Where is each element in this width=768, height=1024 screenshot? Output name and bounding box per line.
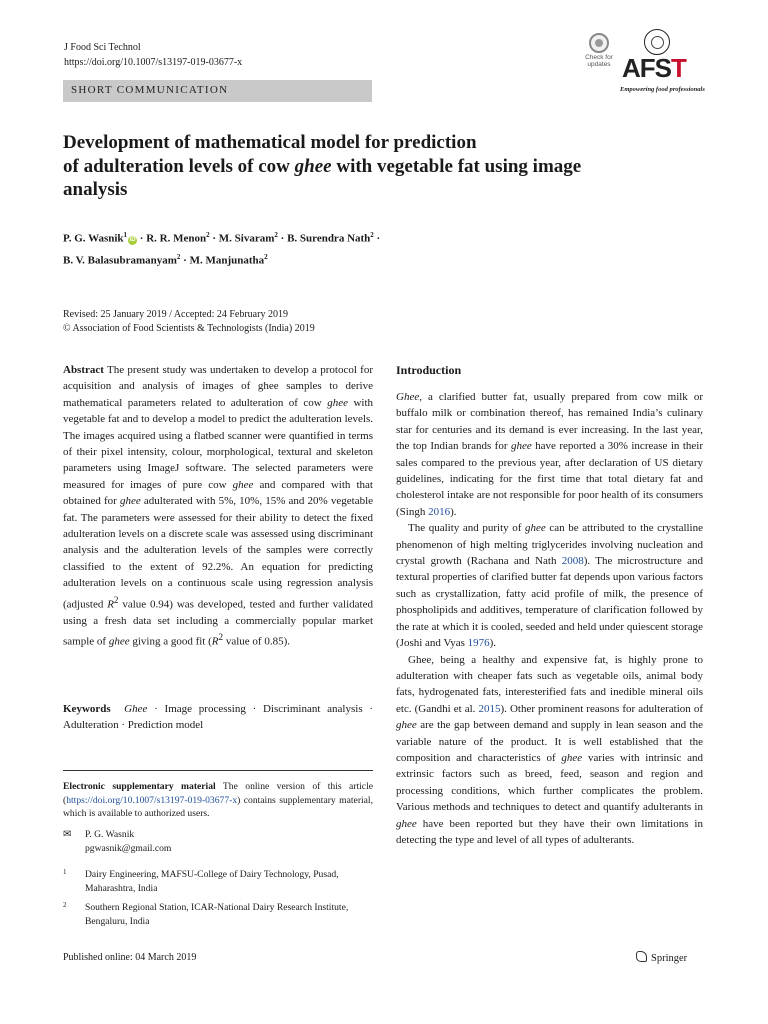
paragraph: Ghee, being a healthy and expensive fat, is highly prone to adulteration with cheaper fats such as vegetable oils, animal body fats, hydrogenated fats, interesterified fats and inedible mineral oils etc. (Gandhi et al. 2015). Other prominent reasons for adulteration of ghee are the gap between demand and supply in lean season and the variable nature of the product. It is well established that the composition and characteristics of ghee varies with intrinsic and extrinsic factors such as breed, feed, season and region and processing conditions, which further complicates the problem. Various methods and techniques to detect and quantify adulterants in ghee have been reported but they have their own limitations in detecting the type and level of all types of adulterants. (396, 653, 703, 846)
corresponding-author (63, 828, 373, 855)
section-label: SHORT COMMUNICATION (71, 84, 229, 96)
introduction-heading: Introduction (396, 363, 462, 377)
contact-email[interactable]: pgwasnik@gmail.com (85, 842, 172, 854)
check-updates-icon (589, 33, 609, 53)
affiliation-1: 1 Dairy Engineering, MAFSU-College of Dairy Technology, Pusad, Maharashtra, India (63, 868, 339, 894)
publication-dates: Revised: 25 January 2019 / Accepted: 24 February 2019 © Association of Food Scientists & Technologists (India) 2019 (63, 309, 315, 334)
afst-emblem-icon (644, 29, 670, 55)
citation-link[interactable]: 2016 (428, 505, 451, 518)
author-list: P. G. Wasnik$^1$iD · R. R. Menon$^2$ · M. Sivaram$^2$ · B. Surendra Nath$^2$ · B. V. Balasubramanyam$^2$ · M. Manjunatha$^2$ (63, 231, 381, 267)
afst-logo (620, 29, 705, 99)
author-name[interactable]: M. Manjunatha (189, 254, 265, 267)
paper-title: Development of mathematical model for prediction of adulteration levels of cow ghee with vegetable fat using image analysis (63, 132, 582, 200)
keywords-label: Keywords (63, 703, 111, 715)
springer-logo: Springer (636, 951, 687, 964)
citation-link[interactable]: 1976 (467, 637, 490, 650)
supplementary-note: Electronic supplementary material The online version of this article (https://doi.org/10.1007/s13197-019-03677-x) contains supplementary material, which is available to authorized users. (63, 781, 373, 819)
author-name[interactable]: B. Surendra Nath (287, 232, 371, 245)
author-name[interactable]: P. G. Wasnik (63, 232, 124, 245)
introduction-body (396, 389, 703, 848)
citation-link[interactable]: 2008 (561, 555, 584, 568)
abstract: Abstract The present study was undertaken to develop a protocol for acquisition and analysis of images of ghee samples to derive mathematical parameters related to adulteration of cow ghee with vegetable fat and to develop a model to predict the adulteration levels. The images acquired using a flatbed scanner were quantified in terms of their pixel intensity, colour, morphological, textural and skeleton parameters using ImageJ software. The selected parameters were measured for images of pure cow ghee and compared with that obtained for ghee adulterated with 5%, 10%, 15% and 20% vegetable fat. The parameters were assessed for their ability to detect the fixed adulteration levels on a discrete scale was assessed using discriminant analysis and the adulteration levels of the samples were correctly classified to the extent of 92.2%. An equation for predicting adulteration levels on a continuous scale using regression analysis (adjusted $R^2$ value 0.94) was developed, tested and further validated using a fresh data set including a commercially popular market sample of ghee giving a good fit ($R^2$ value of 0.85). (63, 364, 374, 648)
check-for-updates-badge[interactable] (581, 33, 617, 73)
envelope-icon: ✉ (63, 829, 72, 840)
journal-name: J Food Sci Technol (64, 42, 141, 53)
check-updates-label: Check for updates (585, 54, 613, 68)
contact-name: P. G. Wasnik (85, 829, 135, 840)
journal-header (64, 41, 242, 70)
springer-horse-icon (636, 951, 647, 962)
abstract-label: Abstract (63, 364, 104, 376)
paragraph: Ghee, a clarified butter fat, usually prepared from cow milk or buffalo milk or combination thereof, has remained India’s culinary star for centuries and its demand is ever increasing. In the last year, the top Indian brands for ghee have reported a 30% increase in their sales compared to the previous year, after declaration of US dietary guidelines, indicating for the first time that total dietary fat and cholesterol intake are not responsible for poor health of its consumers (Singh 2016). (396, 391, 703, 518)
orcid-icon[interactable]: iD (129, 236, 136, 243)
footnote-divider (63, 770, 373, 771)
author-name[interactable]: R. R. Menon (146, 232, 207, 245)
keywords: Keywords Ghee · Image processing · Discriminant analysis · Adulteration · Prediction model (63, 703, 374, 732)
paragraph: The quality and purity of ghee can be attributed to the crystalline phenomenon of high melting triglycerides involving nucleation and crystal growth (Rachana and Nath 2008). The microstructure and textural properties of clarified butter fat depends upon various factors such as crystallization, fatty acid profile of milk, the presence of phospholipids and additives, temperature of clarification followed by the rate at which it is cooled, seeded and held under quiescent storage (Joshi and Vyas 1976). (396, 522, 703, 650)
affiliation-2: 2 Southern Regional Station, ICAR-National Dairy Research Institute, Bengaluru, India (63, 901, 349, 927)
section-banner (63, 80, 372, 102)
citation-link[interactable]: 2015 (478, 702, 501, 715)
doi-link[interactable]: https://doi.org/10.1007/s13197-019-03677-x (64, 56, 243, 68)
author-name[interactable]: M. Sivaram (218, 232, 275, 245)
afst-logo-text: AFST (622, 53, 686, 83)
published-online: Published online: 04 March 2019 (63, 952, 197, 963)
supplementary-link[interactable]: https://doi.org/10.1007/s13197-019-03677-x (66, 794, 238, 806)
logo-tagline: Empowering food professionals (620, 86, 705, 93)
author-name[interactable]: B. V. Balasubramanyam (63, 254, 177, 267)
